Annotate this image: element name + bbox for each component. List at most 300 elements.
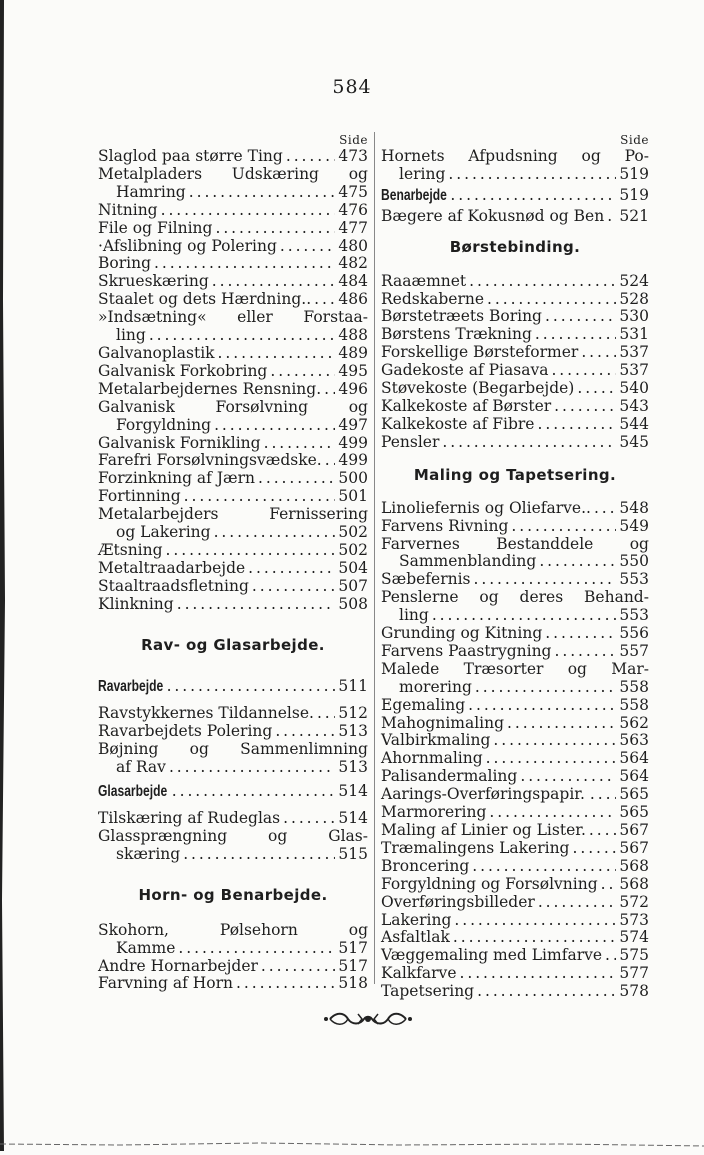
- entry-page: 521: [619, 206, 649, 225]
- toc-entry: [98, 783, 368, 801]
- entry-title: Broncering: [381, 856, 470, 875]
- leader-dots: [460, 965, 617, 983]
- entry-group: [98, 542, 368, 614]
- entry-word: Træsorter: [463, 659, 544, 678]
- entry-title-line1: [381, 536, 649, 554]
- entry-word: Udskæring: [231, 164, 319, 183]
- entry-title: morering: [399, 677, 472, 696]
- leader-dots: [545, 308, 616, 326]
- toc-entry: [98, 255, 368, 273]
- toc-entry: [98, 542, 368, 560]
- entry-title: Marmorering: [381, 803, 487, 822]
- page-edge-shadow: [0, 0, 6, 1151]
- entry-title: Asfaltlak: [381, 928, 450, 947]
- toc-entry: [381, 732, 649, 750]
- toc-entry: [381, 983, 649, 1001]
- entry-word: og: [348, 397, 368, 416]
- toc-entry: [381, 308, 649, 326]
- entry-page: 575: [619, 946, 649, 965]
- toc-entry: [381, 679, 649, 697]
- entry-title: Fortinning: [98, 487, 181, 506]
- toc-entry: [381, 291, 649, 309]
- leader-dots: [598, 786, 616, 804]
- entry-title: ling: [399, 606, 429, 625]
- entry-title: Staalet og dets Hærdning..: [98, 290, 312, 309]
- leader-dots: [607, 208, 616, 226]
- leader-dots: [554, 398, 616, 416]
- entry-page: 537: [619, 361, 649, 380]
- entry-word: Pølsehorn: [219, 920, 298, 939]
- section-heading-rav: Rav- og Glasarbejde.: [141, 635, 325, 654]
- leader-dots: [212, 273, 335, 291]
- leader-dots: [184, 488, 335, 506]
- multiline-entry: [98, 506, 368, 542]
- entry-title: Støvekoste (Begarbejde): [381, 379, 575, 398]
- entry-title: Træmalingens Lakering: [381, 838, 570, 857]
- entry-word: Hornets: [381, 147, 445, 165]
- leader-dots: [472, 858, 616, 876]
- leader-dots: [535, 326, 616, 344]
- entry-word: Forsølvning: [215, 397, 309, 416]
- entry-title: Ætsning: [98, 540, 163, 559]
- entry-title: Forgyldning: [116, 415, 212, 434]
- section-heading-maling: Maling og Tapetsering.: [413, 465, 617, 484]
- entry-page: 511: [338, 676, 368, 695]
- entry-page: 568: [619, 874, 649, 893]
- entry-title: Tapetsering: [381, 982, 475, 1001]
- toc-entry: [98, 578, 368, 596]
- entry-title-line1: [98, 922, 368, 940]
- entry-word: Galvanisk: [98, 397, 175, 416]
- entry-word: Afpudsning: [468, 147, 558, 165]
- entry-title: Farefri Forsølvningsvædske.: [98, 451, 322, 470]
- leader-dots: [314, 291, 335, 309]
- leader-dots: [248, 560, 335, 578]
- toc-entry: [98, 220, 368, 238]
- entry-page: 578: [619, 982, 649, 1001]
- toc-entry: [381, 380, 649, 398]
- entry-title: Kalkfarve: [381, 964, 457, 983]
- entry-page: 519: [619, 185, 649, 204]
- entry-title: Sæbefernis: [381, 570, 471, 589]
- leader-dots: [317, 705, 335, 723]
- toc-entry: [98, 291, 368, 309]
- leader-dots: [154, 255, 335, 273]
- entry-title: Valbirkmaling: [381, 731, 491, 750]
- entry-title-line1: [98, 506, 368, 524]
- toc-entry: [381, 822, 649, 840]
- entry-page: 572: [619, 892, 649, 911]
- entry-page: 563: [619, 731, 649, 750]
- entry-title: Linoliefernis og Oliefarve..: [381, 498, 591, 517]
- entry-title: Ravarbejdets Polering: [98, 722, 273, 741]
- entry-group: [98, 705, 368, 741]
- multiline-entry: [381, 661, 649, 697]
- multiline-entry: [381, 536, 649, 572]
- toc-entry: [98, 958, 368, 976]
- leader-dots: [167, 678, 335, 696]
- leader-dots: [538, 894, 616, 912]
- entry-page: 500: [338, 469, 368, 488]
- entry-page: 504: [338, 558, 368, 577]
- entry-page: 568: [619, 856, 649, 875]
- entry-word: Fernissering: [269, 505, 368, 524]
- leader-dots: [511, 518, 616, 536]
- entry-title: Galvanisk Forkobring: [98, 361, 268, 380]
- leader-dots: [215, 220, 335, 238]
- entry-title: Lakering: [381, 910, 452, 929]
- entry-page: 499: [338, 433, 368, 452]
- toc-entry: [381, 398, 649, 416]
- leader-dots: [493, 732, 616, 750]
- entry-title: Grunding og Kitning: [381, 624, 543, 643]
- leader-dots: [577, 380, 616, 398]
- entry-page: 556: [619, 624, 649, 643]
- entry-page: 530: [619, 307, 649, 326]
- entry-title-line1: [98, 399, 368, 417]
- entry-title: Slaglod paa større Ting: [98, 147, 283, 165]
- entry-page: 495: [338, 361, 368, 380]
- leader-dots: [486, 750, 616, 768]
- ornament-fleuron-icon: [322, 1010, 414, 1028]
- entry-title: Nitning: [98, 200, 158, 219]
- toc-entry: [98, 327, 368, 345]
- toc-entry: [381, 208, 649, 226]
- entry-group: [98, 810, 368, 828]
- entry-word: Forstaa-: [303, 308, 368, 327]
- entry-page: 567: [619, 821, 649, 839]
- entry-page: 499: [338, 451, 368, 470]
- entry-title: Staaltraadsfletning: [98, 576, 249, 595]
- toc-entry: [381, 643, 649, 661]
- entry-page: 545: [619, 432, 649, 451]
- leader-dots: [172, 783, 335, 801]
- toc-entry: [381, 912, 649, 930]
- entry-page: 508: [338, 594, 368, 613]
- entry-page: 562: [619, 713, 649, 732]
- leader-dots: [601, 876, 616, 894]
- entry-title: Farvning af Horn: [98, 974, 234, 993]
- entry-title: Benarbejde: [381, 186, 447, 204]
- entry-title-line1: [98, 741, 368, 759]
- entry-page: 497: [338, 415, 368, 434]
- entry-page: 482: [338, 254, 368, 273]
- entry-title-line1: [98, 828, 368, 846]
- entry-page: 544: [619, 414, 649, 433]
- entry-page: 557: [619, 641, 649, 660]
- entry-page: 513: [338, 758, 368, 777]
- entry-word: eller: [237, 308, 273, 327]
- entry-title: Ahornmaling: [381, 749, 483, 768]
- toc-entry: [381, 518, 649, 536]
- side-label: Side: [620, 133, 649, 147]
- entry-word: Skohorn,: [98, 920, 169, 939]
- entry-word: Glas-: [328, 826, 368, 845]
- entry-page: 537: [619, 343, 649, 362]
- entry-page: 564: [619, 749, 649, 768]
- entry-word: Metalarbejders: [98, 505, 219, 524]
- page-number: 584: [332, 76, 372, 98]
- entry-page: 548: [619, 498, 649, 517]
- multiline-entry: [381, 148, 649, 184]
- entry-page: 517: [338, 956, 368, 975]
- toc-entry: [381, 947, 649, 965]
- entry-title: Redskaberne: [381, 289, 485, 308]
- entry-title: Glasarbejde: [98, 783, 168, 801]
- entry-title: ·Afslibning og Polering: [98, 236, 277, 255]
- toc-entry: [98, 678, 368, 696]
- leader-dots: [453, 929, 616, 947]
- toc-entry: [381, 187, 649, 205]
- toc-entry: [381, 362, 649, 380]
- entry-word: og: [581, 147, 601, 165]
- leader-dots: [442, 434, 616, 452]
- leader-dots: [169, 759, 335, 777]
- toc-entry: [98, 470, 368, 488]
- entry-page: 553: [619, 606, 649, 625]
- right-column: [381, 132, 649, 1001]
- entry-title: Ravstykkernes Tildannelse.: [98, 704, 314, 723]
- entry-page: 540: [619, 379, 649, 398]
- toc-entry: [381, 786, 649, 804]
- toc-entry: [381, 804, 649, 822]
- entry-title: Forzinkning af Jærn: [98, 469, 255, 488]
- leader-dots: [258, 470, 335, 488]
- leader-dots: [432, 607, 616, 625]
- entry-title: lering: [399, 164, 446, 183]
- toc-entry: [98, 417, 368, 435]
- entry-group: [98, 202, 368, 309]
- bold-entry: [98, 678, 368, 696]
- entry-title: Kamme: [116, 938, 176, 957]
- entry-page: 496: [338, 379, 368, 398]
- toc-entry: [381, 697, 649, 715]
- entry-title: Mahognimaling: [381, 713, 505, 732]
- leader-dots: [537, 416, 616, 434]
- leader-dots: [475, 679, 616, 697]
- entry-title-line1: [98, 166, 368, 184]
- multiline-entry: [98, 166, 368, 202]
- leader-dots: [261, 958, 335, 976]
- entry-title: og Lakering: [116, 523, 211, 542]
- entry-title-line1: [381, 661, 649, 679]
- entry-word: Bestanddele: [496, 534, 594, 553]
- entry-page: 528: [619, 289, 649, 308]
- entry-page: 512: [338, 704, 368, 723]
- entry-page: 475: [338, 182, 368, 201]
- entry-title: Raaæmnet: [381, 271, 467, 290]
- toc-entry: [381, 894, 649, 912]
- leader-dots: [468, 697, 616, 715]
- leader-dots: [325, 452, 335, 470]
- entry-page: 553: [619, 570, 649, 589]
- entry-title: Pensler: [381, 432, 440, 451]
- entry-page: 507: [338, 576, 368, 595]
- leader-dots: [520, 768, 616, 786]
- entry-title: Gadekoste af Piasava: [381, 361, 549, 380]
- entry-group: [381, 625, 649, 661]
- leader-dots: [178, 940, 335, 958]
- leader-dots: [236, 975, 335, 993]
- entry-title: Børstetræets Boring: [381, 307, 542, 326]
- leader-dots: [218, 345, 335, 363]
- entry-page: 477: [338, 218, 368, 237]
- leader-dots: [286, 148, 335, 166]
- leader-dots: [280, 238, 335, 256]
- toc-entry: [381, 416, 649, 434]
- toc-entry: [98, 560, 368, 578]
- entry-page: 480: [338, 236, 368, 255]
- toc-entry: [98, 238, 368, 256]
- entry-group: [381, 273, 649, 452]
- toc-entry: [98, 148, 368, 166]
- toc-entry: [381, 768, 649, 786]
- multiline-entry: [98, 399, 368, 435]
- leader-dots: [545, 625, 616, 643]
- toc-entry: [381, 929, 649, 947]
- entry-page: 489: [338, 343, 368, 362]
- entry-word: Penslerne: [381, 588, 459, 607]
- entry-word: Behand-: [584, 588, 649, 607]
- entry-title: Galvanoplastik: [98, 343, 215, 362]
- toc-entry: [98, 705, 368, 723]
- toc-entry: [381, 750, 649, 768]
- leader-dots: [539, 553, 616, 571]
- bold-entry: [98, 783, 368, 801]
- entry-word: og: [479, 588, 499, 607]
- leader-dots: [477, 983, 616, 1001]
- toc-entry: [381, 344, 649, 362]
- entry-title: Kalkekoste af Fibre: [381, 414, 535, 433]
- entry-group: [381, 208, 649, 226]
- entry-page: 567: [619, 838, 649, 857]
- entry-word: Po-: [624, 147, 649, 165]
- leader-dots: [189, 184, 335, 202]
- entry-word: »Indsætning«: [98, 308, 207, 327]
- entry-group: [98, 148, 368, 166]
- entry-page: 574: [619, 928, 649, 947]
- entry-page: 514: [338, 809, 368, 827]
- entry-title: Boring: [98, 254, 151, 273]
- toc-entry: [381, 166, 649, 184]
- toc-entry: [381, 273, 649, 291]
- section-heading-horn: Horn- og Benarbejde.: [138, 885, 328, 904]
- leader-dots: [594, 500, 616, 518]
- entry-word: Farvernes: [381, 534, 460, 553]
- entry-title: Aarings-Overføringspapir. .: [381, 785, 595, 804]
- multiline-entry: [381, 589, 649, 625]
- entry-page: 513: [338, 722, 368, 741]
- entry-page: 517: [338, 938, 368, 957]
- toc-entry: [381, 571, 649, 589]
- leader-dots: [469, 273, 616, 291]
- entry-page: 519: [619, 164, 649, 183]
- entry-page: 502: [338, 523, 368, 542]
- toc-entry: [98, 202, 368, 220]
- leader-dots: [454, 912, 616, 930]
- entry-title: Egemaling: [381, 695, 466, 714]
- entry-group: [381, 500, 649, 536]
- leader-dots: [275, 723, 335, 741]
- entry-title: Skrueskæring: [98, 272, 209, 291]
- entry-title: af Rav: [116, 758, 166, 777]
- entry-title: Metaltraadarbejde: [98, 558, 246, 577]
- entry-title: Forskellige Børsteformer: [381, 343, 579, 362]
- entry-word: og: [629, 534, 649, 553]
- entry-page: 515: [338, 844, 368, 863]
- entry-title: Børstens Trækning: [381, 325, 532, 344]
- leader-dots: [572, 840, 616, 858]
- toc-entry: [381, 625, 649, 643]
- entry-title: Væggemaling med Limfarve: [381, 946, 603, 965]
- entry-title-line1: [381, 148, 649, 166]
- toc-entry: [381, 500, 649, 518]
- bold-entry: [381, 187, 649, 205]
- entry-page: 484: [338, 272, 368, 291]
- entry-title: Maling af Linier og Lister.: [381, 821, 586, 839]
- left-column: [98, 132, 368, 993]
- entry-page: 473: [338, 147, 368, 165]
- side-label: Side: [339, 133, 368, 147]
- leader-dots: [270, 363, 335, 381]
- entry-title: Tilskæring af Rudeglas: [98, 809, 281, 827]
- multiline-entry: [98, 828, 368, 864]
- toc-entry: [98, 345, 368, 363]
- entry-word: og: [348, 164, 368, 183]
- toc-entry: [381, 858, 649, 876]
- toc-entry: [381, 876, 649, 894]
- entry-title-line1: [381, 589, 649, 607]
- entry-page: 514: [338, 782, 368, 801]
- toc-entry: [381, 434, 649, 452]
- entry-title: File og Filning: [98, 218, 213, 237]
- entry-page: 488: [338, 326, 368, 345]
- entry-word: og: [567, 659, 587, 678]
- toc-entry: [98, 524, 368, 542]
- leader-dots: [183, 846, 335, 864]
- toc-entry: [98, 488, 368, 506]
- leader-dots: [214, 524, 335, 542]
- leader-dots: [551, 362, 616, 380]
- toc-entry: [98, 975, 368, 993]
- entry-title: Overføringsbilleder: [381, 892, 535, 911]
- toc-entry: [98, 381, 368, 399]
- entry-title: Farvens Rivning: [381, 516, 509, 535]
- leader-dots: [166, 542, 335, 560]
- toc-entry: [98, 452, 368, 470]
- entry-title-line1: [98, 309, 368, 327]
- entry-page: 573: [619, 910, 649, 929]
- toc-entry: [98, 363, 368, 381]
- toc-entry: [98, 273, 368, 291]
- multiline-entry: [98, 922, 368, 958]
- entry-title: Farvens Paastrygning: [381, 641, 552, 660]
- toc-entry: [98, 810, 368, 828]
- entry-group: [98, 958, 368, 994]
- entry-page: 549: [619, 516, 649, 535]
- leader-dots: [474, 571, 617, 589]
- leader-dots: [252, 578, 335, 596]
- toc-entry: [98, 846, 368, 864]
- entry-title: Kalkekoste af Børster: [381, 396, 552, 415]
- entry-page: 558: [619, 695, 649, 714]
- leader-dots: [161, 202, 335, 220]
- toc-entry: [98, 759, 368, 777]
- leader-dots: [605, 947, 616, 965]
- entry-page: 531: [619, 325, 649, 344]
- toc-entry: [98, 723, 368, 741]
- leader-dots: [589, 822, 616, 840]
